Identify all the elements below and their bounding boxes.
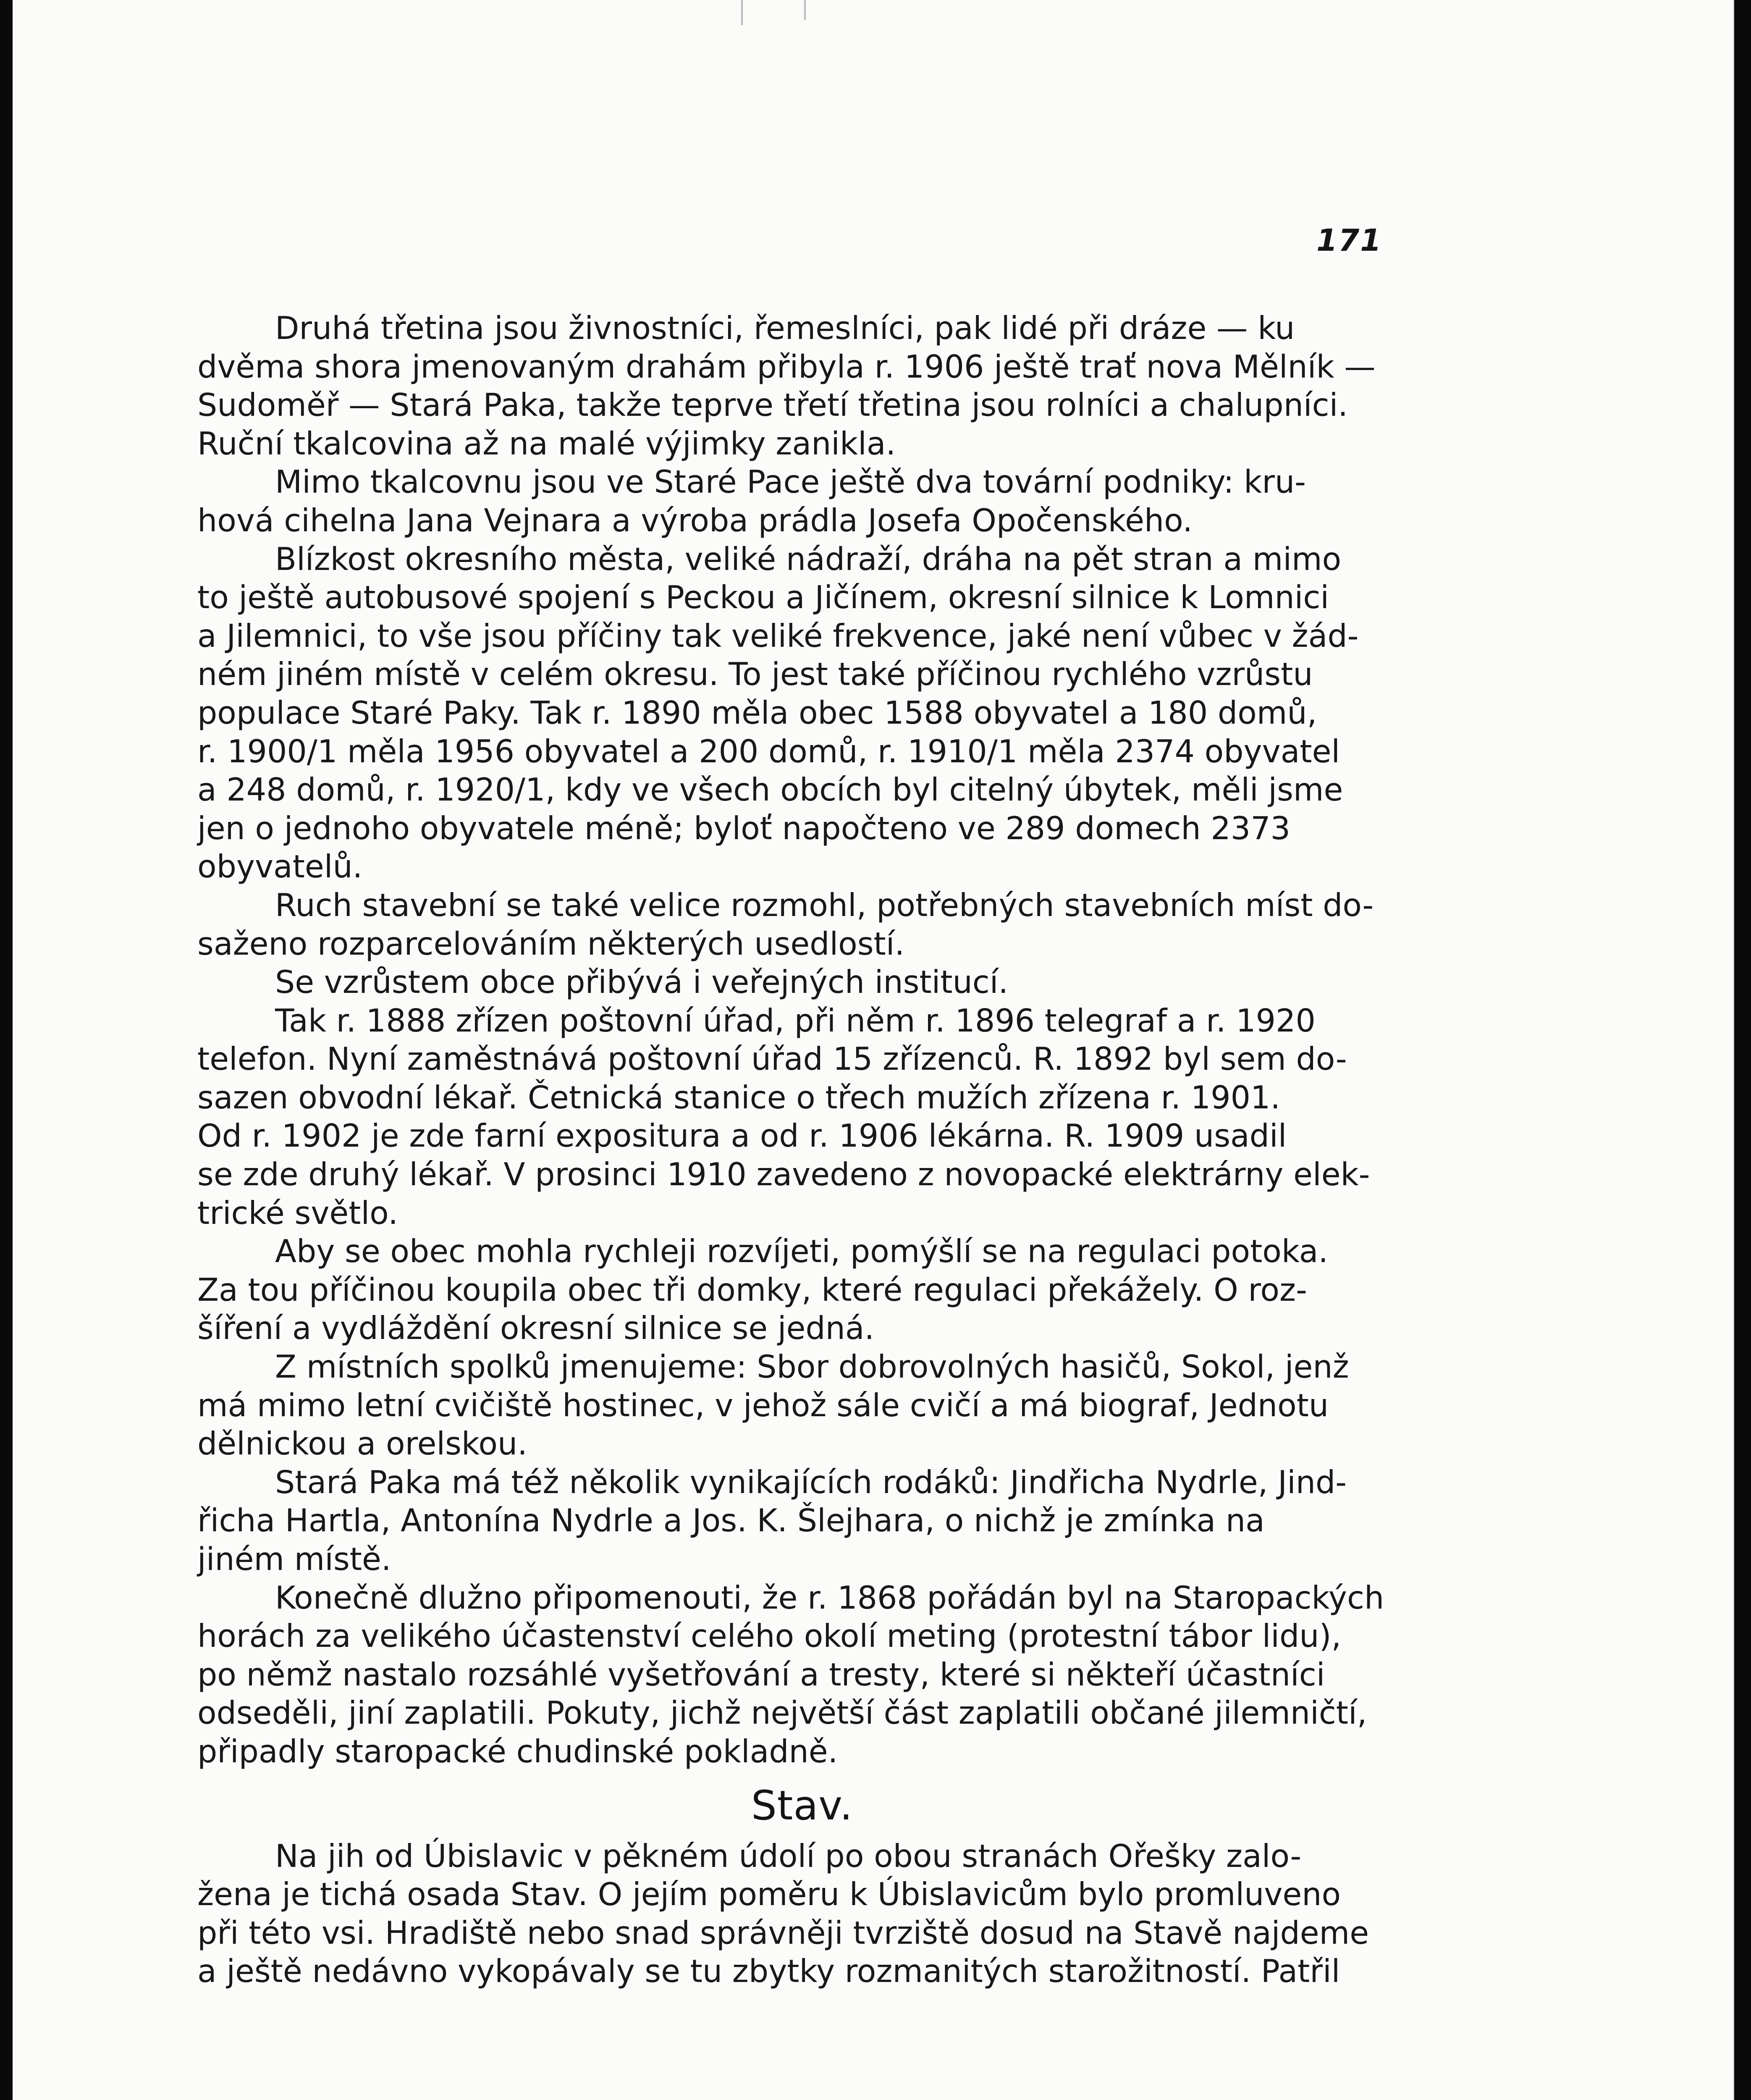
document-page — [13, 0, 1734, 2100]
paragraph: Blízkost okresního města, veliké nádraží, dráha na pět stran a mimo to ještě autobusové spojení s Peckou a Jičínem, okresní silnice k Lomnici a Jilemnici, to vše jsou příčiny tak veliké frekvence, jaké není vůbec v žád- ném jiném místě v celém okresu. To jest také příčinou rychlého vzrůstu populace Staré Paky. Tak r. 1890 měla obec 1588 obyvatel a 180 domů, r. 1900/1 měla 1956 obyvatel a 200 domů, r. 1910/1 měla 2374 obyvatel a 248 domů, r. 1920/1, kdy ve všech obcích byl citelný úbytek, měli jsme jen o jednoho obyvatele méně; byloť napočteno ve 289 domech 2373 obyvatelů. — [197, 541, 1359, 885]
paragraph: Druhá třetina jsou živnostníci, řemeslníci, pak lidé při dráze — ku dvěma shora jmenovaným drahám přibyla r. 1906 ještě trať nova Mělník — Sudoměř — Stará Paka, takže teprve třetí třetina jsou rolníci a chalupníci. Ruční tkalcovina až na malé výjimky zanikla. — [197, 310, 1376, 462]
paragraph: Z místních spolků jmenujeme: Sbor dobrovolných hasičů, Sokol, jenž má mimo letní cvičiště hostinec, v jehož sále cvičí a má biograf, Jednotu dělnickou a orelskou. — [197, 1349, 1349, 1462]
paragraph: Aby se obec mohla rychleji rozvíjeti, pomýšlí se na regulaci potoka. Za tou příčinou koupila obec tři domky, které regulaci překážely. O roz- šíření a vydláždění okresní silnice se jedná. — [197, 1233, 1329, 1347]
paragraph: Se vzrůstem obce přibývá i veřejných institucí. — [275, 964, 1009, 1001]
section-paragraph: Na jih od Úbislavic v pěkném údolí po obou stranách Ořešky zalo- žena je tichá osada Stav. O jejím poměru k Úbislavicům bylo promluveno při této vsi. Hradiště nebo snad správněji tvrziště dosud na Stavě najdeme a ještě nedávno vykopávaly se tu zbytky rozmanitých starožitností. Patřil — [197, 1838, 1369, 1990]
paragraph: Konečně dlužno připomenouti, že r. 1868 pořádán byl na Staropackých horách za velikého účastenství celého okolí meting (protestní tábor lidu), po němž nastalo rozsáhlé vyšetřování a tresty, které si někteří účastníci odseděli, jiní zaplatili. Pokuty, jichž největší část zaplatili občané jilemničtí, připadly staropacké chudinské pokladně. — [197, 1579, 1384, 1770]
paragraph: Ruch stavební se také velice rozmohl, potřebných stavebních míst do- saženo rozparcelováním některých usedlostí. — [197, 887, 1374, 962]
binding-mark — [741, 0, 743, 25]
paragraph: Tak r. 1888 zřízen poštovní úřad, při něm r. 1896 telegraf a r. 1920 telefon. Nyní zaměstnává poštovní úřad 15 zřízenců. R. 1892 byl sem do- sazen obvodní lékař. Četnická stanice o třech mužích zřízena r. 1901. Od r. 1902 je zde farní expositura a od r. 1906 lékárna. R. 1909 usadil se zde druhý lékař. V prosinci 1910 zavedeno z novopacké elektrárny elek- trické světlo. — [197, 1002, 1370, 1231]
page-number: 171 — [1316, 223, 1382, 258]
paragraph: Stará Paka má též několik vynikajících rodáků: Jindřicha Nydrle, Jind- řicha Hartla, Antonína Nydrle a Jos. K. Šlejhara, o nichž je zmínka na jiném místě. — [197, 1464, 1347, 1578]
binding-mark — [804, 0, 806, 20]
paragraph: Mimo tkalcovnu jsou ve Staré Pace ještě dva tovární podniky: kru- hová cihelna Jana Vejnara a výroba prádla Josefa Opočenského. — [197, 464, 1306, 539]
main-text — [197, 309, 1407, 1991]
section-heading: Stav. — [751, 1782, 853, 1829]
